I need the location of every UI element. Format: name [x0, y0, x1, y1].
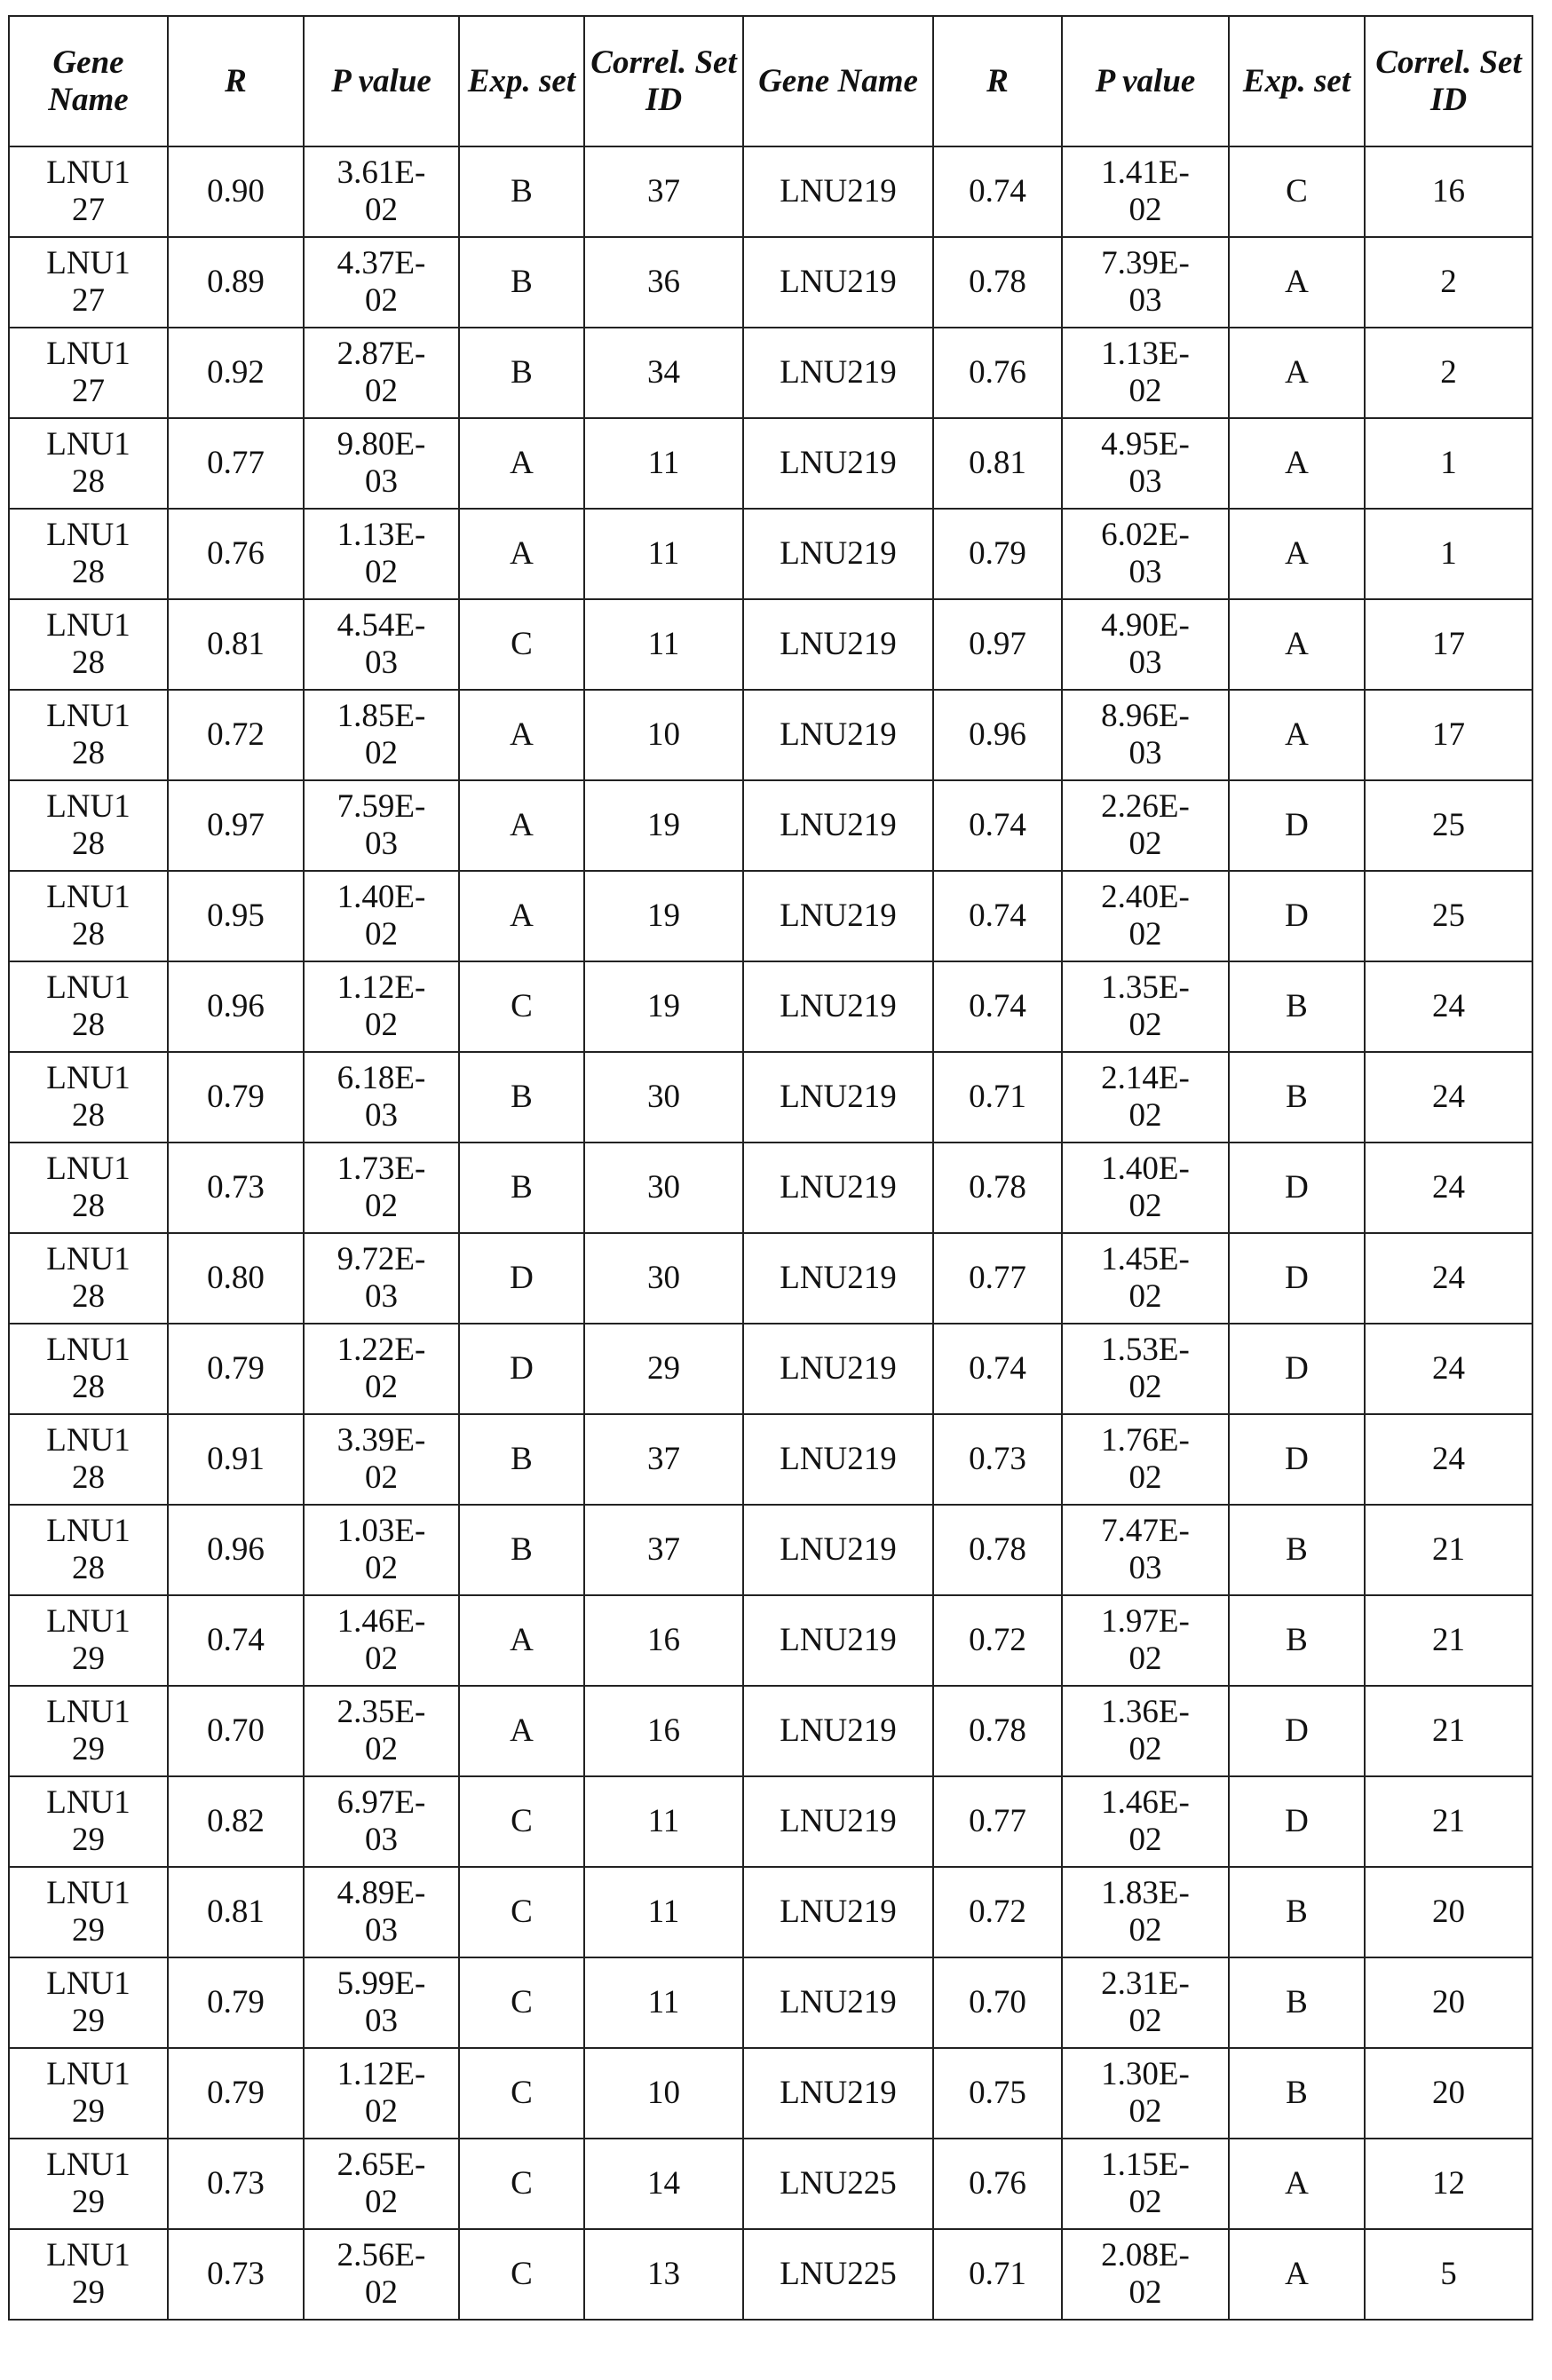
- cell-exp-set: C: [459, 1867, 584, 1957]
- cell-p-value: 1.46E-02: [1062, 1776, 1229, 1867]
- cell-r: 0.78: [933, 237, 1062, 328]
- cell-correl-set-id: 2: [1365, 328, 1532, 418]
- header-exp-set: Exp. set: [1229, 16, 1365, 146]
- table-row: [9, 1686, 1532, 1776]
- cell-correl-set-id: 37: [584, 1505, 743, 1595]
- cell-r: 0.70: [933, 1957, 1062, 2048]
- table-row: [9, 780, 1532, 871]
- cell-p-value: 9.72E-03: [304, 1233, 459, 1324]
- table-row: [9, 2139, 1532, 2229]
- cell-gene-name: LNU219: [743, 146, 933, 237]
- cell-p-value: 6.02E-03: [1062, 509, 1229, 599]
- cell-gene-name: LNU129: [9, 1595, 168, 1686]
- cell-exp-set: D: [1229, 1233, 1365, 1324]
- cell-r: 0.72: [933, 1867, 1062, 1957]
- cell-r: 0.82: [168, 1776, 304, 1867]
- cell-r: 0.78: [933, 1505, 1062, 1595]
- cell-r: 0.74: [933, 871, 1062, 961]
- cell-r: 0.95: [168, 871, 304, 961]
- cell-p-value: 1.97E-02: [1062, 1595, 1229, 1686]
- cell-correl-set-id: 10: [584, 690, 743, 780]
- cell-gene-name: LNU219: [743, 1233, 933, 1324]
- cell-r: 0.77: [933, 1233, 1062, 1324]
- table-row: [9, 328, 1532, 418]
- cell-correl-set-id: 14: [584, 2139, 743, 2229]
- cell-r: 0.73: [933, 1414, 1062, 1505]
- cell-gene-name: LNU219: [743, 1776, 933, 1867]
- cell-p-value: 8.96E-03: [1062, 690, 1229, 780]
- cell-exp-set: B: [459, 1052, 584, 1143]
- cell-correl-set-id: 11: [584, 1957, 743, 2048]
- cell-r: 0.71: [933, 1052, 1062, 1143]
- cell-correl-set-id: 30: [584, 1143, 743, 1233]
- header-p-value: P value: [1062, 16, 1229, 146]
- cell-r: 0.79: [168, 1052, 304, 1143]
- cell-p-value: 7.47E-03: [1062, 1505, 1229, 1595]
- table-row: [9, 2048, 1532, 2139]
- cell-r: 0.96: [168, 1505, 304, 1595]
- cell-p-value: 2.56E-02: [304, 2229, 459, 2320]
- cell-correl-set-id: 13: [584, 2229, 743, 2320]
- cell-correl-set-id: 30: [584, 1052, 743, 1143]
- cell-correl-set-id: 19: [584, 871, 743, 961]
- cell-p-value: 3.61E-02: [304, 146, 459, 237]
- cell-exp-set: C: [459, 1776, 584, 1867]
- cell-correl-set-id: 24: [1365, 1052, 1532, 1143]
- cell-gene-name: LNU219: [743, 1686, 933, 1776]
- cell-correl-set-id: 24: [1365, 1324, 1532, 1414]
- cell-correl-set-id: 10: [584, 2048, 743, 2139]
- cell-exp-set: B: [459, 1505, 584, 1595]
- cell-correl-set-id: 29: [584, 1324, 743, 1414]
- cell-r: 0.77: [933, 1776, 1062, 1867]
- table-row: [9, 1052, 1532, 1143]
- cell-exp-set: C: [1229, 146, 1365, 237]
- cell-gene-name: LNU219: [743, 1867, 933, 1957]
- cell-gene-name: LNU127: [9, 237, 168, 328]
- header-row: [9, 16, 1532, 146]
- cell-r: 0.73: [168, 2229, 304, 2320]
- cell-exp-set: B: [1229, 2048, 1365, 2139]
- cell-gene-name: LNU128: [9, 1505, 168, 1595]
- cell-correl-set-id: 21: [1365, 1686, 1532, 1776]
- cell-exp-set: B: [459, 1414, 584, 1505]
- cell-correl-set-id: 12: [1365, 2139, 1532, 2229]
- cell-gene-name: LNU219: [743, 780, 933, 871]
- table-row: [9, 1233, 1532, 1324]
- cell-gene-name: LNU219: [743, 1505, 933, 1595]
- cell-correl-set-id: 16: [1365, 146, 1532, 237]
- cell-correl-set-id: 25: [1365, 871, 1532, 961]
- cell-r: 0.76: [933, 2139, 1062, 2229]
- cell-r: 0.73: [168, 2139, 304, 2229]
- cell-r: 0.90: [168, 146, 304, 237]
- header-r: R: [168, 16, 304, 146]
- cell-correl-set-id: 16: [584, 1686, 743, 1776]
- cell-gene-name: LNU128: [9, 1324, 168, 1414]
- cell-r: 0.74: [933, 1324, 1062, 1414]
- cell-gene-name: LNU128: [9, 599, 168, 690]
- cell-correl-set-id: 2: [1365, 237, 1532, 328]
- cell-exp-set: D: [1229, 1143, 1365, 1233]
- cell-p-value: 1.30E-02: [1062, 2048, 1229, 2139]
- table-row: [9, 1414, 1532, 1505]
- table-row: [9, 509, 1532, 599]
- cell-exp-set: D: [1229, 1324, 1365, 1414]
- cell-p-value: 1.35E-02: [1062, 961, 1229, 1052]
- cell-gene-name: LNU219: [743, 1957, 933, 2048]
- cell-r: 0.77: [168, 418, 304, 509]
- cell-exp-set: A: [1229, 418, 1365, 509]
- cell-p-value: 1.40E-02: [304, 871, 459, 961]
- cell-p-value: 3.39E-02: [304, 1414, 459, 1505]
- cell-gene-name: LNU128: [9, 961, 168, 1052]
- cell-p-value: 7.59E-03: [304, 780, 459, 871]
- table-row: [9, 1505, 1532, 1595]
- cell-gene-name: LNU128: [9, 1233, 168, 1324]
- header-exp-set: Exp. set: [459, 16, 584, 146]
- cell-gene-name: LNU219: [743, 509, 933, 599]
- cell-gene-name: LNU219: [743, 690, 933, 780]
- cell-correl-set-id: 21: [1365, 1505, 1532, 1595]
- cell-correl-set-id: 24: [1365, 1143, 1532, 1233]
- cell-p-value: 1.22E-02: [304, 1324, 459, 1414]
- cell-gene-name: LNU219: [743, 328, 933, 418]
- cell-exp-set: C: [459, 961, 584, 1052]
- cell-gene-name: LNU219: [743, 1414, 933, 1505]
- cell-r: 0.70: [168, 1686, 304, 1776]
- cell-p-value: 1.36E-02: [1062, 1686, 1229, 1776]
- cell-gene-name: LNU225: [743, 2229, 933, 2320]
- cell-r: 0.78: [933, 1143, 1062, 1233]
- cell-correl-set-id: 20: [1365, 2048, 1532, 2139]
- cell-p-value: 6.97E-03: [304, 1776, 459, 1867]
- cell-p-value: 7.39E-03: [1062, 237, 1229, 328]
- cell-r: 0.97: [933, 599, 1062, 690]
- header-p-value: P value: [304, 16, 459, 146]
- cell-p-value: 1.13E-02: [1062, 328, 1229, 418]
- cell-p-value: 9.80E-03: [304, 418, 459, 509]
- cell-gene-name: LNU128: [9, 1052, 168, 1143]
- cell-p-value: 2.08E-02: [1062, 2229, 1229, 2320]
- cell-r: 0.96: [933, 690, 1062, 780]
- cell-p-value: 1.15E-02: [1062, 2139, 1229, 2229]
- cell-p-value: 1.73E-02: [304, 1143, 459, 1233]
- cell-exp-set: A: [459, 1595, 584, 1686]
- cell-gene-name: LNU128: [9, 871, 168, 961]
- cell-correl-set-id: 30: [584, 1233, 743, 1324]
- cell-gene-name: LNU225: [743, 2139, 933, 2229]
- cell-exp-set: C: [459, 1957, 584, 2048]
- cell-correl-set-id: 5: [1365, 2229, 1532, 2320]
- cell-correl-set-id: 1: [1365, 509, 1532, 599]
- table-row: [9, 1595, 1532, 1686]
- cell-p-value: 1.41E-02: [1062, 146, 1229, 237]
- cell-exp-set: B: [459, 1143, 584, 1233]
- cell-gene-name: LNU129: [9, 2048, 168, 2139]
- cell-gene-name: LNU127: [9, 146, 168, 237]
- cell-p-value: 4.95E-03: [1062, 418, 1229, 509]
- cell-p-value: 1.76E-02: [1062, 1414, 1229, 1505]
- correlation-table: [8, 15, 1533, 2321]
- cell-r: 0.79: [168, 1957, 304, 2048]
- cell-exp-set: A: [459, 1686, 584, 1776]
- cell-p-value: 2.14E-02: [1062, 1052, 1229, 1143]
- cell-exp-set: A: [1229, 690, 1365, 780]
- cell-exp-set: C: [459, 2229, 584, 2320]
- cell-gene-name: LNU219: [743, 961, 933, 1052]
- cell-exp-set: A: [1229, 328, 1365, 418]
- cell-exp-set: B: [1229, 1867, 1365, 1957]
- cell-r: 0.79: [933, 509, 1062, 599]
- cell-p-value: 1.12E-02: [304, 961, 459, 1052]
- cell-exp-set: B: [1229, 1595, 1365, 1686]
- cell-gene-name: LNU128: [9, 690, 168, 780]
- cell-gene-name: LNU129: [9, 1957, 168, 2048]
- table-row: [9, 237, 1532, 328]
- cell-correl-set-id: 24: [1365, 1233, 1532, 1324]
- cell-p-value: 2.87E-02: [304, 328, 459, 418]
- cell-correl-set-id: 20: [1365, 1867, 1532, 1957]
- table-row: [9, 2229, 1532, 2320]
- cell-correl-set-id: 1: [1365, 418, 1532, 509]
- cell-correl-set-id: 11: [584, 509, 743, 599]
- cell-r: 0.74: [933, 780, 1062, 871]
- cell-exp-set: B: [1229, 961, 1365, 1052]
- cell-p-value: 1.83E-02: [1062, 1867, 1229, 1957]
- table-row: [9, 961, 1532, 1052]
- cell-exp-set: A: [459, 418, 584, 509]
- cell-exp-set: C: [459, 2048, 584, 2139]
- cell-exp-set: B: [459, 146, 584, 237]
- cell-p-value: 1.53E-02: [1062, 1324, 1229, 1414]
- table-row: [9, 599, 1532, 690]
- cell-exp-set: A: [1229, 509, 1365, 599]
- table-row: [9, 146, 1532, 237]
- cell-correl-set-id: 11: [584, 418, 743, 509]
- cell-gene-name: LNU219: [743, 1143, 933, 1233]
- cell-correl-set-id: 37: [584, 146, 743, 237]
- cell-p-value: 1.40E-02: [1062, 1143, 1229, 1233]
- cell-r: 0.80: [168, 1233, 304, 1324]
- cell-exp-set: B: [459, 237, 584, 328]
- cell-r: 0.76: [168, 509, 304, 599]
- cell-p-value: 1.12E-02: [304, 2048, 459, 2139]
- cell-exp-set: B: [1229, 1957, 1365, 2048]
- cell-correl-set-id: 34: [584, 328, 743, 418]
- cell-r: 0.75: [933, 2048, 1062, 2139]
- cell-correl-set-id: 11: [584, 1867, 743, 1957]
- cell-exp-set: D: [1229, 1686, 1365, 1776]
- cell-correl-set-id: 36: [584, 237, 743, 328]
- cell-correl-set-id: 20: [1365, 1957, 1532, 2048]
- cell-exp-set: A: [459, 509, 584, 599]
- cell-exp-set: D: [1229, 780, 1365, 871]
- cell-r: 0.81: [933, 418, 1062, 509]
- table-row: [9, 1957, 1532, 2048]
- cell-gene-name: LNU219: [743, 237, 933, 328]
- cell-gene-name: LNU219: [743, 599, 933, 690]
- cell-p-value: 4.54E-03: [304, 599, 459, 690]
- cell-p-value: 2.40E-02: [1062, 871, 1229, 961]
- cell-p-value: 4.89E-03: [304, 1867, 459, 1957]
- cell-r: 0.92: [168, 328, 304, 418]
- cell-correl-set-id: 17: [1365, 690, 1532, 780]
- header-gene-name: Gene Name: [743, 16, 933, 146]
- cell-gene-name: LNU127: [9, 328, 168, 418]
- cell-p-value: 1.03E-02: [304, 1505, 459, 1595]
- cell-p-value: 4.90E-03: [1062, 599, 1229, 690]
- header-correl-set-id: Correl. Set ID: [1365, 16, 1532, 146]
- cell-correl-set-id: 11: [584, 1776, 743, 1867]
- table-row: [9, 418, 1532, 509]
- cell-r: 0.79: [168, 2048, 304, 2139]
- cell-exp-set: B: [1229, 1052, 1365, 1143]
- cell-r: 0.81: [168, 599, 304, 690]
- cell-gene-name: LNU129: [9, 1776, 168, 1867]
- cell-exp-set: A: [459, 780, 584, 871]
- cell-exp-set: A: [1229, 237, 1365, 328]
- cell-correl-set-id: 19: [584, 961, 743, 1052]
- cell-r: 0.78: [933, 1686, 1062, 1776]
- cell-correl-set-id: 21: [1365, 1776, 1532, 1867]
- cell-exp-set: B: [459, 328, 584, 418]
- cell-gene-name: LNU219: [743, 1052, 933, 1143]
- cell-exp-set: D: [1229, 1776, 1365, 1867]
- cell-r: 0.97: [168, 780, 304, 871]
- header-correl-set-id: Correl. Set ID: [584, 16, 743, 146]
- cell-correl-set-id: 11: [584, 599, 743, 690]
- cell-correl-set-id: 37: [584, 1414, 743, 1505]
- table-body: [9, 146, 1532, 2320]
- cell-r: 0.96: [168, 961, 304, 1052]
- cell-exp-set: D: [1229, 871, 1365, 961]
- cell-gene-name: LNU219: [743, 418, 933, 509]
- cell-p-value: 1.13E-02: [304, 509, 459, 599]
- cell-p-value: 2.65E-02: [304, 2139, 459, 2229]
- cell-correl-set-id: 16: [584, 1595, 743, 1686]
- cell-exp-set: D: [459, 1324, 584, 1414]
- cell-p-value: 2.31E-02: [1062, 1957, 1229, 2048]
- cell-p-value: 5.99E-03: [304, 1957, 459, 2048]
- cell-p-value: 2.35E-02: [304, 1686, 459, 1776]
- cell-gene-name: LNU219: [743, 871, 933, 961]
- cell-r: 0.72: [933, 1595, 1062, 1686]
- cell-exp-set: C: [459, 2139, 584, 2229]
- cell-correl-set-id: 25: [1365, 780, 1532, 871]
- cell-gene-name: LNU128: [9, 1414, 168, 1505]
- table-row: [9, 871, 1532, 961]
- cell-exp-set: D: [1229, 1414, 1365, 1505]
- cell-gene-name: LNU219: [743, 1324, 933, 1414]
- cell-gene-name: LNU129: [9, 2229, 168, 2320]
- cell-r: 0.76: [933, 328, 1062, 418]
- cell-exp-set: A: [459, 871, 584, 961]
- table-row: [9, 1143, 1532, 1233]
- cell-gene-name: LNU129: [9, 1686, 168, 1776]
- cell-correl-set-id: 17: [1365, 599, 1532, 690]
- cell-p-value: 1.45E-02: [1062, 1233, 1229, 1324]
- header-gene-name: Gene Name: [9, 16, 168, 146]
- cell-gene-name: LNU128: [9, 509, 168, 599]
- cell-r: 0.81: [168, 1867, 304, 1957]
- cell-gene-name: LNU129: [9, 1867, 168, 1957]
- cell-gene-name: LNU129: [9, 2139, 168, 2229]
- table-row: [9, 690, 1532, 780]
- header-r: R: [933, 16, 1062, 146]
- cell-gene-name: LNU219: [743, 1595, 933, 1686]
- cell-r: 0.74: [933, 961, 1062, 1052]
- cell-gene-name: LNU128: [9, 780, 168, 871]
- cell-exp-set: A: [459, 690, 584, 780]
- cell-correl-set-id: 24: [1365, 1414, 1532, 1505]
- cell-p-value: 2.26E-02: [1062, 780, 1229, 871]
- cell-r: 0.74: [933, 146, 1062, 237]
- table-row: [9, 1867, 1532, 1957]
- cell-r: 0.89: [168, 237, 304, 328]
- table-row: [9, 1776, 1532, 1867]
- cell-correl-set-id: 19: [584, 780, 743, 871]
- cell-p-value: 1.46E-02: [304, 1595, 459, 1686]
- cell-exp-set: B: [1229, 1505, 1365, 1595]
- cell-correl-set-id: 21: [1365, 1595, 1532, 1686]
- cell-r: 0.73: [168, 1143, 304, 1233]
- cell-gene-name: LNU128: [9, 418, 168, 509]
- cell-gene-name: LNU219: [743, 2048, 933, 2139]
- cell-r: 0.74: [168, 1595, 304, 1686]
- cell-p-value: 4.37E-02: [304, 237, 459, 328]
- cell-exp-set: A: [1229, 2229, 1365, 2320]
- cell-gene-name: LNU128: [9, 1143, 168, 1233]
- cell-correl-set-id: 24: [1365, 961, 1532, 1052]
- cell-r: 0.72: [168, 690, 304, 780]
- cell-p-value: 1.85E-02: [304, 690, 459, 780]
- cell-exp-set: D: [459, 1233, 584, 1324]
- cell-r: 0.71: [933, 2229, 1062, 2320]
- cell-r: 0.79: [168, 1324, 304, 1414]
- cell-exp-set: C: [459, 599, 584, 690]
- cell-exp-set: A: [1229, 599, 1365, 690]
- cell-p-value: 6.18E-03: [304, 1052, 459, 1143]
- cell-r: 0.91: [168, 1414, 304, 1505]
- table-row: [9, 1324, 1532, 1414]
- cell-exp-set: A: [1229, 2139, 1365, 2229]
